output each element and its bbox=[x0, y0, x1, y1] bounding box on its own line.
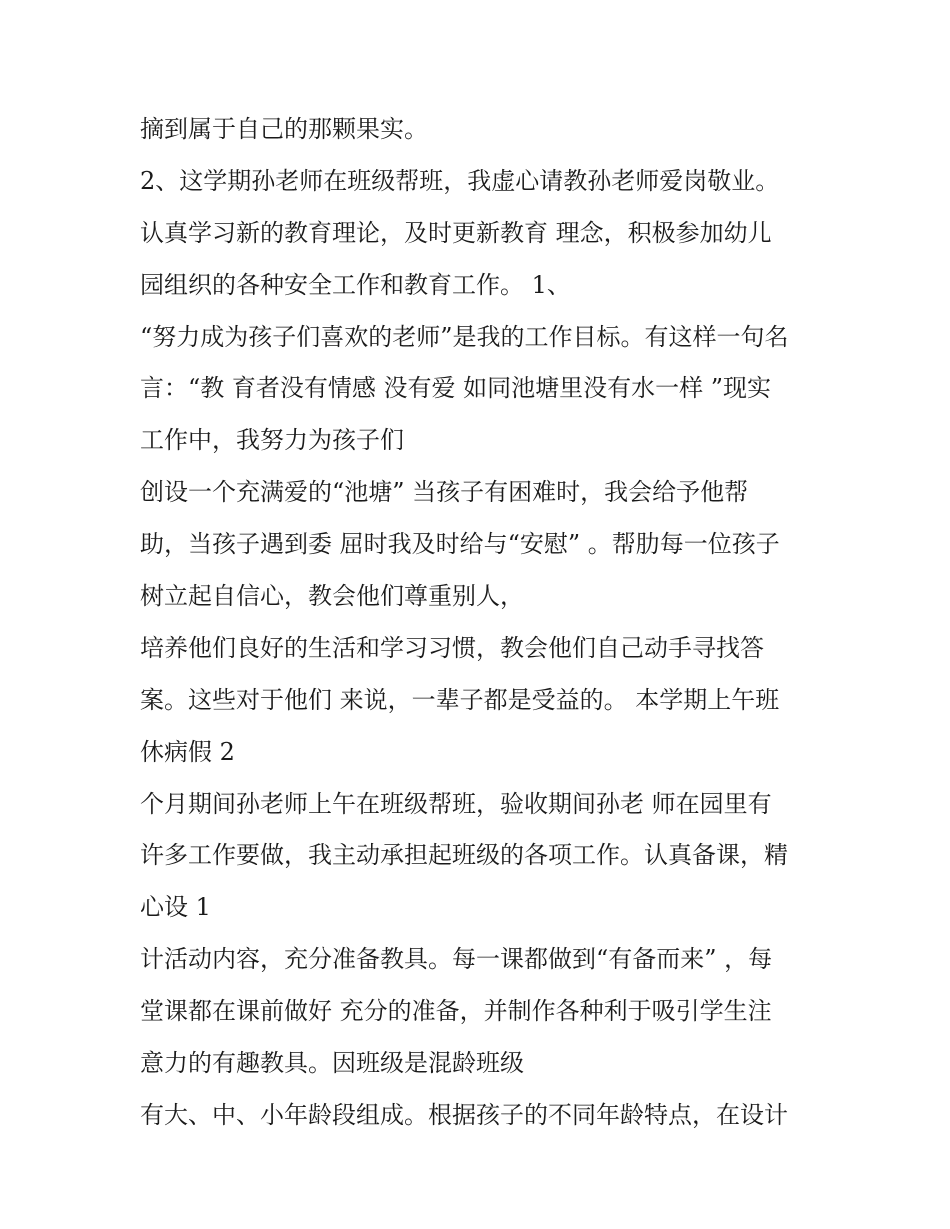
text-line: 心设 1 bbox=[140, 893, 211, 922]
text-line: 有大、中、小年龄段组成。根据孩子的不同年龄特点，在设计 bbox=[140, 1100, 788, 1129]
text-line: 认真学习新的教育理论，及时更新教育 理念，积极参加幼儿 bbox=[140, 218, 772, 247]
text-line: 摘到属于自己的那颗果实。 bbox=[140, 115, 428, 143]
text-line: 工作中，我努力为孩子们 bbox=[140, 426, 404, 455]
text-line: 创设一个充满爱的“池塘” 当孩子有困难时，我会给予他帮 bbox=[140, 478, 749, 507]
text-line: 个月期间孙老师上午在班级帮班，验收期间孙老 师在园里有 bbox=[140, 789, 772, 818]
text-line: 休病假 2 bbox=[140, 737, 235, 766]
body-text bbox=[140, 104, 830, 1142]
text-line: 案。这些对于他们 来说，一辈子都是受益的。 本学期上午班 bbox=[140, 685, 780, 714]
text-line: 培养他们良好的生活和学习习惯，教会他们自己动手寻找答 bbox=[140, 633, 764, 662]
text-line: 园组织的各种安全工作和教育工作。 1、 bbox=[140, 270, 571, 299]
text-line: 助，当孩子遇到委 屈时我及时给与“安慰” 。帮肋每一位孩子 bbox=[140, 530, 780, 559]
text-line: 计活动内容，充分准备教具。每一课都做到“有备而来” ，每 bbox=[140, 945, 773, 974]
text-line: 2、这学期孙老师在班级帮班，我虚心请教孙老师爱岗敬业。 bbox=[140, 166, 780, 195]
text-line: 许多工作要做，我主动承担起班级的各项工作。认真备课，精 bbox=[140, 841, 788, 870]
text-line: 言：“教 育者没有情感 没有爱 如同池塘里没有水一样 ”现实 bbox=[140, 374, 772, 403]
text-line: 树立起自信心，教会他们尊重别人， bbox=[140, 582, 524, 611]
text-line: 意力的有趣教具。因班级是混龄班级 bbox=[140, 1049, 524, 1078]
text-line: 堂课都在课前做好 充分的准备，并制作各种利于吸引学生注 bbox=[140, 997, 772, 1026]
text-line: “努力成为孩子们喜欢的老师”是我的工作目标。有这样一句名 bbox=[140, 322, 789, 351]
